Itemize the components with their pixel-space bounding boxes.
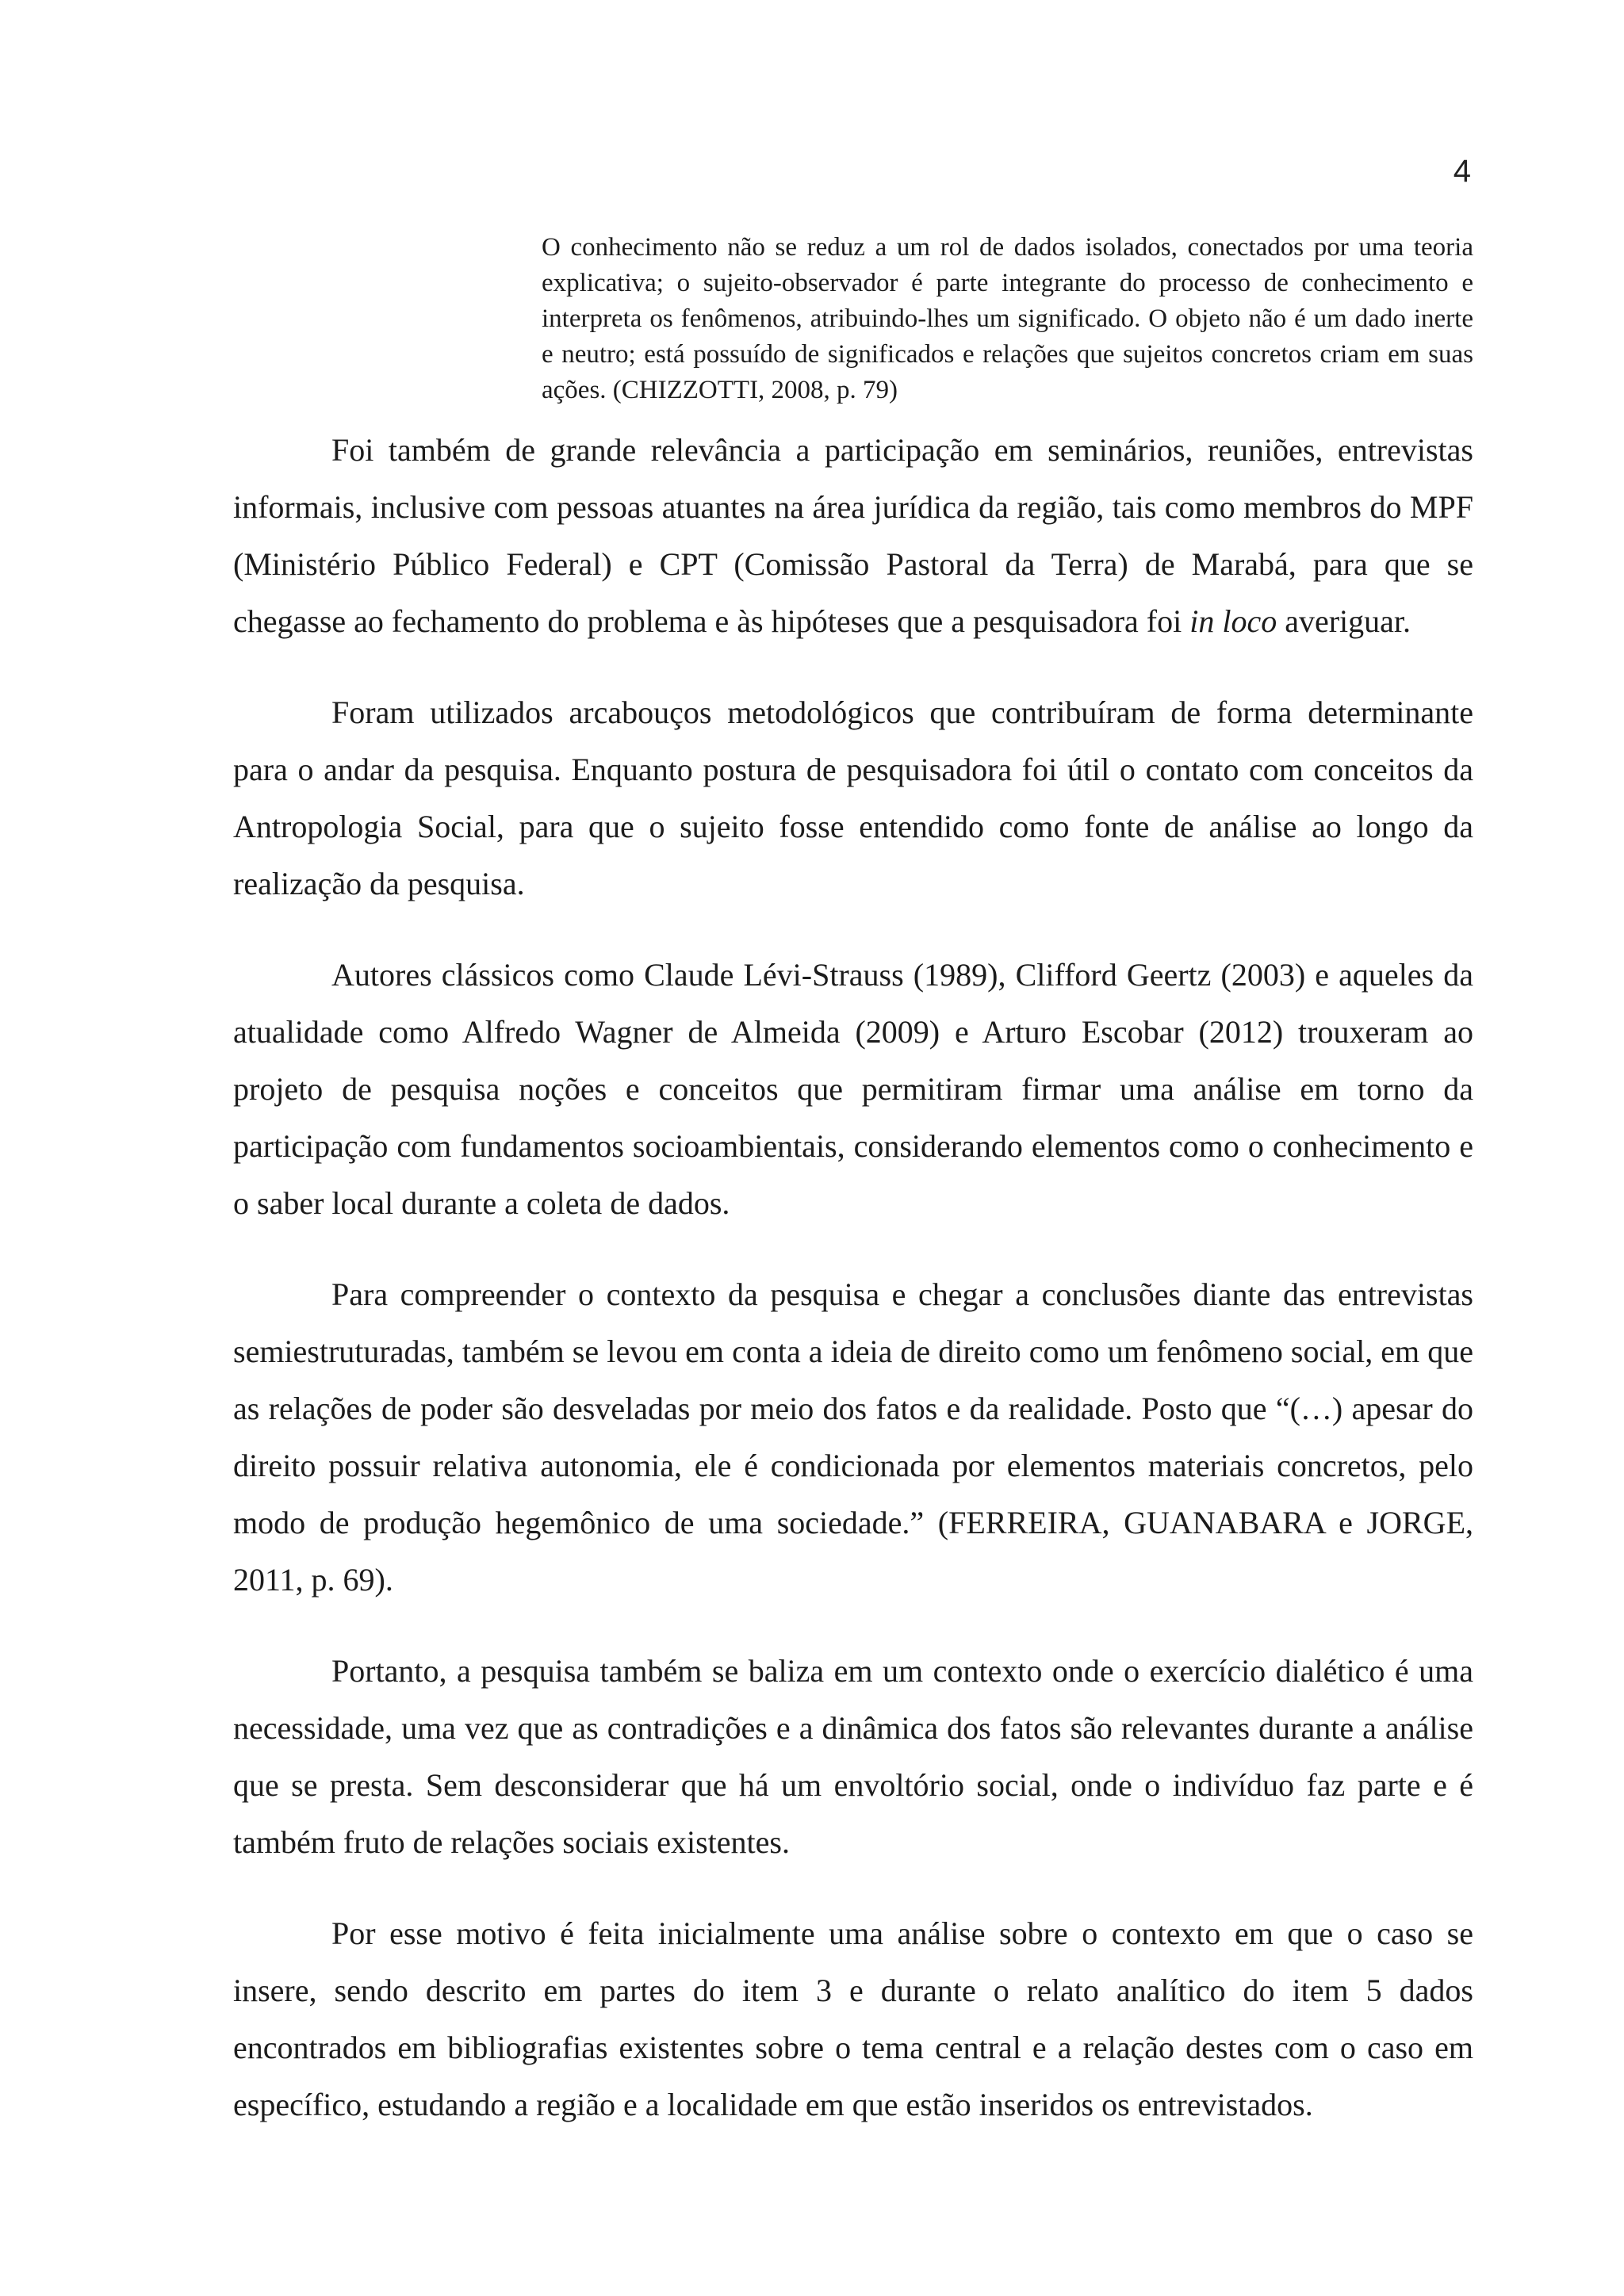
paragraph-2: Foram utilizados arcabouços metodológicos que contribuíram de forma determinante para o andar da pesquisa. Enquanto postura de pesquisadora foi útil o contato com conceitos da Antropologia Social, para que o sujeito fosse entendido como fonte de análise ao longo da realização da pesquisa. [233,695,1473,901]
paragraph-6: Por esse motivo é feita inicialmente uma análise sobre o contexto em que o caso se insere, sendo descrito em partes do item 3 e durante o relato analítico do item 5 dados encontrados em bibliografias existentes sobre o tema central e a relação destes com o caso em específico, estudando a região e a localidade em que estão inseridos os entrevistados. [233,1915,1473,2122]
page-number: 4 [1453,154,1471,189]
body-text [233,422,1473,2168]
paragraph-1-text-end: averiguar. [1277,603,1411,639]
paragraph-1-italic-term: in loco [1189,603,1277,639]
paragraph-1-text: Foi também de grande relevância a participação em seminários, reuniões, entrevistas informais, inclusive com pessoas atuantes na área jurídica da região, tais como membros do MPF (Ministério Público Federal) e CPT (Comissão Pastoral da Terra) de Marabá, para que se chegasse ao fechamento do problema e às hipóteses que a pesquisadora foi [233,432,1473,639]
paragraph-4: Para compreender o contexto da pesquisa e chegar a conclusões diante das entrevistas semiestruturadas, também se levou em conta a ideia de direito como um fenômeno social, em que as relações de poder são desveladas por meio dos fatos e da realidade. Posto que “(…) apesar do direito possuir relativa autonomia, ele é condicionada por elementos materiais concretos, pelo modo de produção hegemônico de uma sociedade.” (FERREIRA, GUANABARA e JORGE, 2011, p. 69). [233,1276,1473,1598]
block-quote: O conhecimento não se reduz a um rol de dados isolados, conectados por uma teoria explicativa; o sujeito-observador é parte integrante do processo de conhecimento e interpreta os fenômenos, atribuindo-lhes um significado. O objeto não é um dado inerte e neutro; está possuído de significados e relações que sujeitos concretos criam em suas ações. (CHIZZOTTI, 2008, p. 79) [542,233,1473,404]
paragraph-5: Portanto, a pesquisa também se baliza em um contexto onde o exercício dialético é uma necessidade, uma vez que as contradições e a dinâmica dos fatos são relevantes durante a análise que se presta. Sem desconsiderar que há um envoltório social, onde o indivíduo faz parte e é também fruto de relações sociais existentes. [233,1653,1473,1860]
paragraph-3: Autores clássicos como Claude Lévi-Strauss (1989), Clifford Geertz (2003) e aqueles da atualidade como Alfredo Wagner de Almeida (2009) e Arturo Escobar (2012) trouxeram ao projeto de pesquisa noções e conceitos que permitiram firmar uma análise em torno da participação com fundamentos socioambientais, considerando elementos como o conhecimento e o saber local durante a coleta de dados. [233,957,1473,1221]
paragraph-1 [233,422,1473,650]
